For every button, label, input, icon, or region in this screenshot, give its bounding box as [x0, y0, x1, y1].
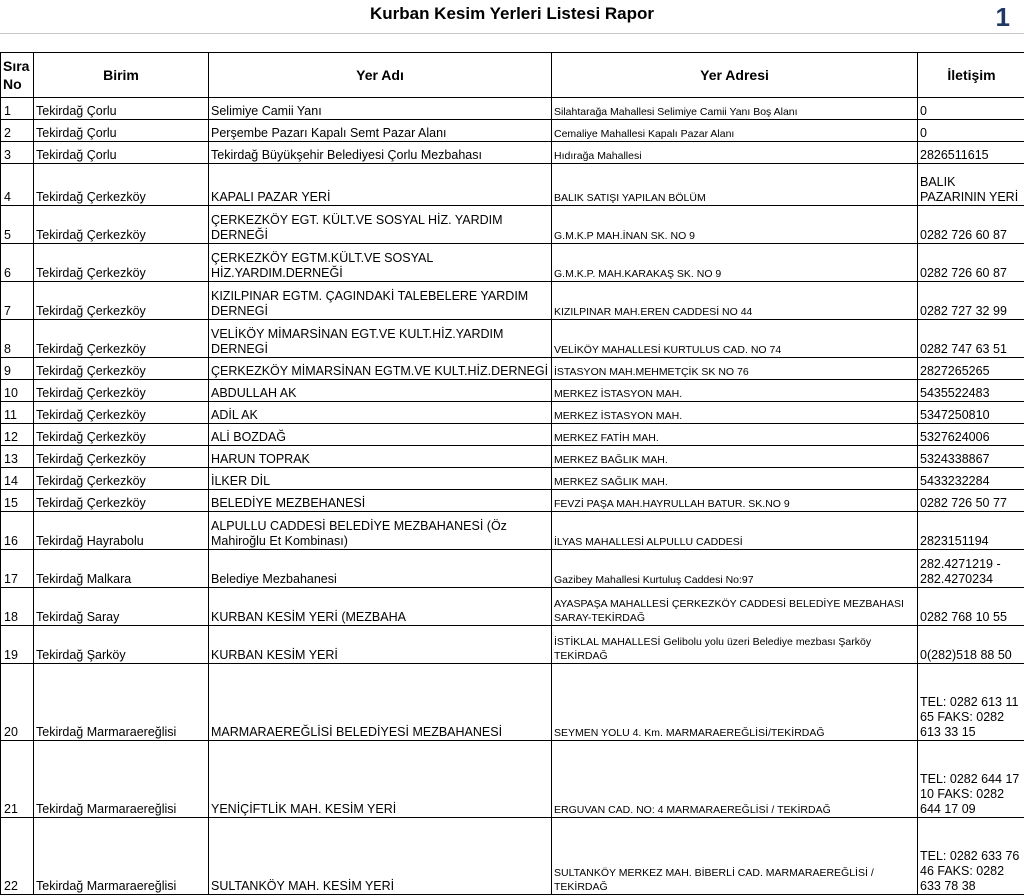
- cell-birim: Tekirdağ Şarköy: [34, 626, 209, 664]
- cell-yer-adi: Perşembe Pazarı Kapalı Semt Pazar Alanı: [209, 120, 552, 142]
- cell-yer-adresi: KIZILPINAR MAH.EREN CADDESİ NO 44: [552, 282, 918, 320]
- table-row: [1, 282, 1024, 320]
- table-row: [1, 468, 1024, 490]
- cell-birim: Tekirdağ Çerkezköy: [34, 358, 209, 380]
- cell-birim: Tekirdağ Malkara: [34, 550, 209, 588]
- cell-yer-adresi: İSTASYON MAH.MEHMETÇİK SK NO 76: [552, 358, 918, 380]
- cell-iletisim: 2827265265: [918, 358, 1024, 380]
- cell-yer-adresi: SULTANKÖY MERKEZ MAH. BİBERLİ CAD. MARMARAEREĞLİSİ / TEKİRDAĞ: [552, 818, 918, 895]
- cell-sira: 1: [1, 98, 34, 120]
- table-row: [1, 446, 1024, 468]
- cell-yer-adresi: İLYAS MAHALLESİ ALPULLU CADDESİ: [552, 512, 918, 550]
- cell-yer-adresi: FEVZİ PAŞA MAH.HAYRULLAH BATUR. SK.NO 9: [552, 490, 918, 512]
- cell-birim: Tekirdağ Çorlu: [34, 142, 209, 164]
- cell-iletisim: 282.4271219 - 282.4270234: [918, 550, 1024, 588]
- cell-yer-adi: ALPULLU CADDESİ BELEDİYE MEZBAHANESİ (Öz Mahiroğlu Et Kombinası): [209, 512, 552, 550]
- cell-yer-adi: MARMARAEREĞLİSİ BELEDİYESİ MEZBAHANESİ: [209, 664, 552, 741]
- cell-yer-adresi: G.M.K.P MAH.İNAN SK. NO 9: [552, 206, 918, 244]
- table-row: [1, 120, 1024, 142]
- table-header-row: [1, 53, 1024, 98]
- cell-sira: 10: [1, 380, 34, 402]
- table-row: [1, 244, 1024, 282]
- cell-yer-adresi: MERKEZ SAĞLIK MAH.: [552, 468, 918, 490]
- cell-yer-adi: ADİL AK: [209, 402, 552, 424]
- col-header-yer-adresi: Yer Adresi: [552, 53, 918, 98]
- cell-sira: 2: [1, 120, 34, 142]
- cell-sira: 16: [1, 512, 34, 550]
- cell-sira: 12: [1, 424, 34, 446]
- cell-iletisim: 5327624006: [918, 424, 1024, 446]
- col-header-birim: Birim: [34, 53, 209, 98]
- cell-yer-adi: ÇERKEZKÖY EGTM.KÜLT.VE SOSYAL HİZ.YARDIM.DERNEĞİ: [209, 244, 552, 282]
- cell-birim: Tekirdağ Çerkezköy: [34, 164, 209, 206]
- cell-yer-adi: KIZILPINAR EGTM. ÇAGINDAKİ TALEBELERE YARDIM DERNEGİ: [209, 282, 552, 320]
- cell-birim: Tekirdağ Çorlu: [34, 120, 209, 142]
- cell-yer-adresi: Cemaliye Mahallesi Kapalı Pazar Alanı: [552, 120, 918, 142]
- cell-birim: Tekirdağ Çerkezköy: [34, 468, 209, 490]
- cell-iletisim: 0(282)518 88 50: [918, 626, 1024, 664]
- cell-yer-adi: KURBAN KESİM YERİ (MEZBAHA: [209, 588, 552, 626]
- cell-iletisim: 0282 726 50 77: [918, 490, 1024, 512]
- cell-sira: 7: [1, 282, 34, 320]
- cell-sira: 8: [1, 320, 34, 358]
- cell-birim: Tekirdağ Hayrabolu: [34, 512, 209, 550]
- cell-iletisim: TEL: 0282 633 76 46 FAKS: 0282 633 78 38: [918, 818, 1024, 895]
- cell-birim: Tekirdağ Çerkezköy: [34, 446, 209, 468]
- table-row: [1, 490, 1024, 512]
- col-header-sira-line2: No: [3, 76, 22, 92]
- cell-iletisim: 0282 747 63 51: [918, 320, 1024, 358]
- cell-sira: 4: [1, 164, 34, 206]
- table-row: [1, 550, 1024, 588]
- cell-sira: 17: [1, 550, 34, 588]
- table-row: [1, 358, 1024, 380]
- cell-yer-adresi: BALIK SATIŞI YAPILAN BÖLÜM: [552, 164, 918, 206]
- cell-yer-adresi: G.M.K.P. MAH.KARAKAŞ SK. NO 9: [552, 244, 918, 282]
- table-row: [1, 664, 1024, 741]
- cell-iletisim: 0282 727 32 99: [918, 282, 1024, 320]
- cell-yer-adresi: Gazibey Mahallesi Kurtuluş Caddesi No:97: [552, 550, 918, 588]
- cell-iletisim: 2823151194: [918, 512, 1024, 550]
- cell-yer-adi: BELEDİYE MEZBEHANESİ: [209, 490, 552, 512]
- col-header-sira-line1: Sıra: [3, 58, 30, 74]
- cell-iletisim: 5324338867: [918, 446, 1024, 468]
- cell-iletisim: 0282 726 60 87: [918, 244, 1024, 282]
- cell-iletisim: 0282 726 60 87: [918, 206, 1024, 244]
- cell-yer-adi: İLKER DİL: [209, 468, 552, 490]
- cell-birim: Tekirdağ Çerkezköy: [34, 244, 209, 282]
- cell-birim: Tekirdağ Marmaraereğlisi: [34, 818, 209, 895]
- cell-yer-adi: VELİKÖY MİMARSİNAN EGT.VE KULT.HİZ.YARDIM DERNEGİ: [209, 320, 552, 358]
- cell-iletisim: BALIK PAZARININ YERİ: [918, 164, 1024, 206]
- cell-birim: Tekirdağ Çerkezköy: [34, 320, 209, 358]
- cell-yer-adi: SULTANKÖY MAH. KESİM YERİ: [209, 818, 552, 895]
- cell-yer-adi: KAPALI PAZAR YERİ: [209, 164, 552, 206]
- cell-sira: 20: [1, 664, 34, 741]
- cell-sira: 18: [1, 588, 34, 626]
- cell-yer-adi: ABDULLAH AK: [209, 380, 552, 402]
- cell-yer-adresi: MERKEZ FATİH MAH.: [552, 424, 918, 446]
- cell-yer-adresi: İSTİKLAL MAHALLESİ Gelibolu yolu üzeri Belediye mezbası Şarköy TEKİRDAĞ: [552, 626, 918, 664]
- table-row: [1, 588, 1024, 626]
- col-header-yer-adi: Yer Adı: [209, 53, 552, 98]
- cell-sira: 3: [1, 142, 34, 164]
- report-title: Kurban Kesim Yerleri Listesi Rapor: [369, 4, 655, 23]
- table-row: [1, 512, 1024, 550]
- cell-birim: Tekirdağ Çerkezköy: [34, 206, 209, 244]
- cell-iletisim: 5347250810: [918, 402, 1024, 424]
- table-row: [1, 206, 1024, 244]
- cell-iletisim: 0: [918, 120, 1024, 142]
- cell-yer-adresi: Silahtarağa Mahallesi Selimiye Camii Yanı Boş Alanı: [552, 98, 918, 120]
- cell-birim: Tekirdağ Çorlu: [34, 98, 209, 120]
- col-header-iletisim: İletişim: [918, 53, 1024, 98]
- cell-sira: 15: [1, 490, 34, 512]
- cell-sira: 21: [1, 741, 34, 818]
- cell-birim: Tekirdağ Çerkezköy: [34, 282, 209, 320]
- cell-birim: Tekirdağ Çerkezköy: [34, 380, 209, 402]
- cell-iletisim: 0: [918, 98, 1024, 120]
- table-row: [1, 98, 1024, 120]
- cell-sira: 14: [1, 468, 34, 490]
- header-divider: [0, 33, 1024, 34]
- cell-birim: Tekirdağ Marmaraereğlisi: [34, 741, 209, 818]
- cell-iletisim: TEL: 0282 613 11 65 FAKS: 0282 613 33 15: [918, 664, 1024, 741]
- table-row: [1, 164, 1024, 206]
- cell-yer-adi: Tekirdağ Büyükşehir Belediyesi Çorlu Mezbahası: [209, 142, 552, 164]
- cell-yer-adresi: MERKEZ İSTASYON MAH.: [552, 380, 918, 402]
- cell-birim: Tekirdağ Çerkezköy: [34, 402, 209, 424]
- cell-yer-adi: ÇERKEZKÖY EGT. KÜLT.VE SOSYAL HİZ. YARDIM DERNEĞİ: [209, 206, 552, 244]
- cell-sira: 13: [1, 446, 34, 468]
- cell-yer-adresi: AYASPAŞA MAHALLESİ ÇERKEZKÖY CADDESİ BELEDİYE MEZBAHASI SARAY-TEKİRDAĞ: [552, 588, 918, 626]
- cell-yer-adresi: SEYMEN YOLU 4. Km. MARMARAEREĞLİSİ/TEKİRDAĞ: [552, 664, 918, 741]
- cell-sira: 22: [1, 818, 34, 895]
- cell-yer-adresi: Hıdırağa Mahallesi: [552, 142, 918, 164]
- table-row: [1, 142, 1024, 164]
- cell-yer-adi: YENİÇİFTLİK MAH. KESİM YERİ: [209, 741, 552, 818]
- table-row: [1, 818, 1024, 895]
- cell-yer-adresi: MERKEZ İSTASYON MAH.: [552, 402, 918, 424]
- slaughter-sites-table: [0, 52, 1024, 895]
- table-row: [1, 424, 1024, 446]
- col-header-sira: [1, 53, 34, 98]
- cell-sira: 6: [1, 244, 34, 282]
- cell-birim: Tekirdağ Çerkezköy: [34, 424, 209, 446]
- cell-yer-adi: ÇERKEZKÖY MİMARSİNAN EGTM.VE KULT.HİZ.DERNEGİ: [209, 358, 552, 380]
- table-row: [1, 626, 1024, 664]
- cell-iletisim: TEL: 0282 644 17 10 FAKS: 0282 644 17 09: [918, 741, 1024, 818]
- cell-sira: 11: [1, 402, 34, 424]
- table-row: [1, 380, 1024, 402]
- cell-iletisim: 2826511615: [918, 142, 1024, 164]
- table-row: [1, 320, 1024, 358]
- cell-yer-adi: Selimiye Camii Yanı: [209, 98, 552, 120]
- page-number: 1: [995, 2, 1010, 32]
- cell-yer-adi: HARUN TOPRAK: [209, 446, 552, 468]
- cell-birim: Tekirdağ Çerkezköy: [34, 490, 209, 512]
- cell-yer-adresi: ERGUVAN CAD. NO: 4 MARMARAEREĞLİSİ / TEKİRDAĞ: [552, 741, 918, 818]
- cell-iletisim: 5433232284: [918, 468, 1024, 490]
- table-row: [1, 741, 1024, 818]
- cell-sira: 9: [1, 358, 34, 380]
- cell-iletisim: 5435522483: [918, 380, 1024, 402]
- cell-yer-adresi: MERKEZ BAĞLIK MAH.: [552, 446, 918, 468]
- cell-yer-adi: ALİ BOZDAĞ: [209, 424, 552, 446]
- cell-sira: 19: [1, 626, 34, 664]
- cell-iletisim: 0282 768 10 55: [918, 588, 1024, 626]
- cell-birim: Tekirdağ Saray: [34, 588, 209, 626]
- table-row: [1, 402, 1024, 424]
- cell-yer-adresi: VELİKÖY MAHALLESİ KURTULUS CAD. NO 74: [552, 320, 918, 358]
- cell-yer-adi: KURBAN KESİM YERİ: [209, 626, 552, 664]
- cell-yer-adi: Belediye Mezbahanesi: [209, 550, 552, 588]
- cell-sira: 5: [1, 206, 34, 244]
- cell-birim: Tekirdağ Marmaraereğlisi: [34, 664, 209, 741]
